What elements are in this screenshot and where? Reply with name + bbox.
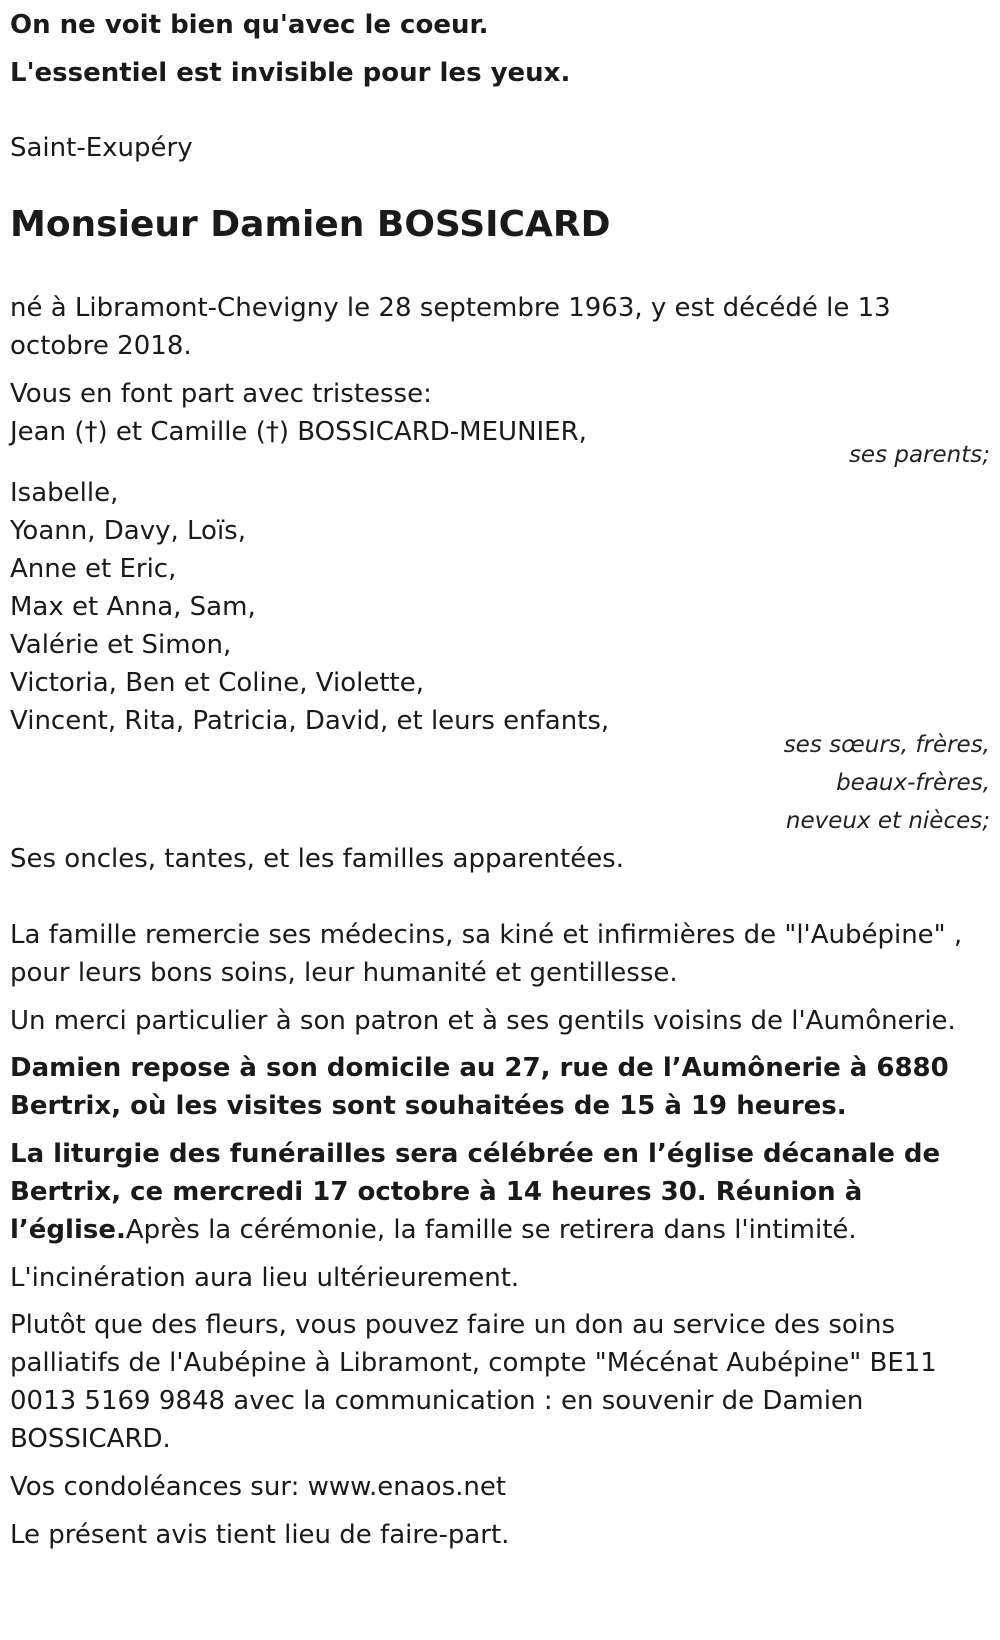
birth-death-line-1: né à Libramont-Chevigny le 28 septembre 1963, y est décédé le 13 [10,293,891,323]
quote-line-2: L'essentiel est invisible pour les yeux. [10,58,571,88]
funeral-line-1: La liturgie des funérailles sera célébrée en l’église décanale de [10,1139,941,1169]
sibling-line: Vincent, Rita, Patricia, David, et leurs enfants, [10,706,610,736]
parents-names: Jean (†) et Camille (†) BOSSICARD-MEUNIER, [10,417,587,447]
donation-line-4: BOSSICARD. [10,1424,171,1454]
thanks-line-2: pour leurs bons soins, leur humanité et gentillesse. [10,958,678,988]
sibling-line: Isabelle, [10,478,119,508]
rest-line-1: Damien repose à son domicile au 27, rue de l’Aumônerie à 6880 [10,1053,949,1083]
sibling-line: Valérie et Simon, [10,630,232,660]
rest-line-2: Bertrix, où les visites sont souhaitées de 15 à 19 heures. [10,1091,847,1121]
quote-author: Saint-Exupéry [10,133,193,163]
sibling-line: Anne et Eric, [10,554,177,584]
siblings-role-line: ses sœurs, frères, [783,732,990,758]
condolences-line: Vos condoléances sur: www.enaos.net [10,1472,507,1502]
thanks-line-3: Un merci particulier à son patron et à ses gentils voisins de l'Aumônerie. [10,1006,956,1036]
footer-line: Le présent avis tient lieu de faire-part. [10,1520,510,1550]
funeral-line-3 [10,1211,857,1249]
quote-line-1: On ne voit bien qu'avec le coeur. [10,10,489,40]
sibling-line: Victoria, Ben et Coline, Violette, [10,668,424,698]
intro-text: Vous en font part avec tristesse: [10,379,432,409]
donation-line-1: Plutôt que des fleurs, vous pouvez faire un don au service des soins [10,1310,896,1340]
siblings-role-line: beaux-frères, [836,770,990,796]
donation-line-3: 0013 5169 9848 avec la communication : en souvenir de Damien [10,1386,864,1416]
siblings-role-line: neveux et nièces; [785,808,990,834]
funeral-line-3-rest: Après la cérémonie, la famille se retirera dans l'intimité. [125,1215,857,1245]
relatives-line: Ses oncles, tantes, et les familles apparentées. [10,844,624,874]
thanks-line-1: La famille remercie ses médecins, sa kiné et infirmières de "l'Aubépine" , [10,920,963,950]
donation-line-2: palliatifs de l'Aubépine à Libramont, compte "Mécénat Aubépine" BE11 [10,1348,937,1378]
parents-role: ses parents; [848,442,990,468]
birth-death-line-2: octobre 2018. [10,331,192,361]
cremation-line: L'incinération aura lieu ultérieurement. [10,1263,520,1293]
deceased-name: Monsieur Damien BOSSICARD [10,204,611,245]
funeral-line-2: Bertrix, ce mercredi 17 octobre à 14 heures 30. Réunion à [10,1177,863,1207]
sibling-line: Yoann, Davy, Loïs, [10,516,246,546]
funeral-line-3-bold: l’église. [10,1215,126,1245]
sibling-line: Max et Anna, Sam, [10,592,256,622]
